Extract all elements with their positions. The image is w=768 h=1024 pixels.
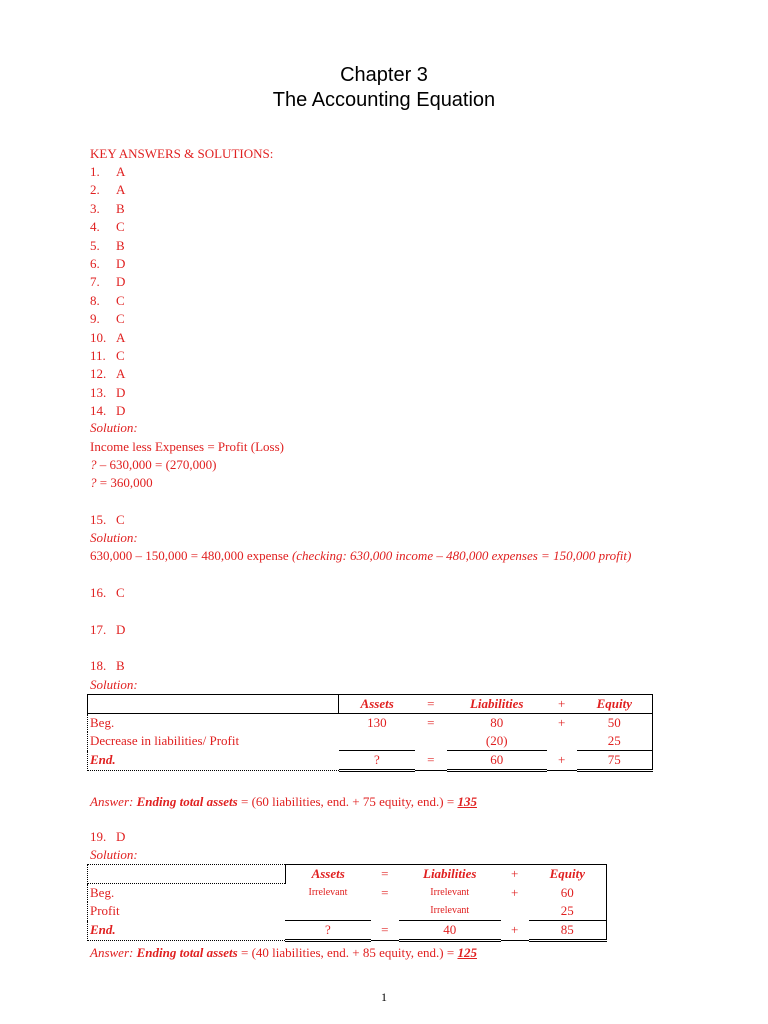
list-item	[90, 201, 125, 217]
q19-row3-label: End.	[88, 921, 286, 941]
answer-number: 10.	[90, 330, 107, 345]
list-item	[90, 164, 125, 180]
list-item	[90, 256, 125, 272]
q18-row2-liabilities: (20)	[447, 732, 547, 751]
q18-row3-plus: +	[547, 751, 577, 771]
q14-solution-line2	[90, 457, 217, 473]
answer-letter: C	[116, 348, 125, 363]
list-item	[90, 330, 125, 346]
page-title: The Accounting Equation	[272, 89, 496, 111]
answer-number: 6.	[90, 256, 100, 271]
answer-letter: B	[116, 201, 125, 216]
list-item	[90, 219, 125, 235]
answer-letter: D	[116, 385, 126, 400]
answer-letter: D	[116, 403, 126, 418]
table-row	[88, 751, 653, 771]
list-item	[90, 385, 125, 401]
table-row	[88, 714, 653, 733]
q19-number: 19.	[90, 829, 107, 844]
answer-letter: B	[116, 238, 125, 253]
answer-letter: A	[116, 182, 126, 197]
q18-row2-eq	[415, 732, 447, 751]
q18-answer-bold: Ending total assets	[136, 794, 238, 809]
q14-line3-rest: = 360,000	[96, 475, 153, 490]
q18-number: 18.	[90, 658, 107, 673]
q14-line2-rest: – 630,000 = (270,000)	[96, 457, 217, 472]
list-item	[90, 238, 125, 254]
list-item	[90, 366, 125, 382]
q14-solution-line1: Income less Expenses = Profit (Loss)	[90, 439, 284, 454]
q18-row1-liabilities: 80	[490, 715, 504, 730]
q18-row3-label: End.	[88, 751, 339, 771]
q18-header-row	[88, 695, 653, 714]
q18-row2-equity: 25	[577, 732, 653, 751]
answer-number: 13.	[90, 385, 107, 400]
q17-number: 17.	[90, 622, 107, 637]
q18-answer-line	[90, 794, 477, 810]
q19-row1-label: Beg.	[88, 884, 286, 903]
q18-row1-eq: =	[427, 715, 435, 730]
q18-answer-prefix: Answer:	[90, 794, 137, 809]
answer-letter: D	[116, 274, 126, 289]
answer-letter: A	[116, 164, 126, 179]
q19-header-blank	[88, 865, 286, 884]
q19-row3-plus: +	[501, 921, 529, 941]
answer-number: 11.	[90, 348, 106, 363]
answer-number: 14.	[90, 403, 107, 418]
q19-answer-value: 125	[457, 945, 477, 960]
table-row	[88, 902, 607, 921]
section-heading: KEY ANSWERS & SOLUTIONS:	[90, 146, 274, 161]
q19-header-equity: Equity	[529, 865, 607, 884]
q15-check: (checking: 630,000 income – 480,000 expenses = 150,000 profit)	[291, 548, 632, 563]
q15-main: 630,000 – 150,000 = 480,000 expense	[90, 548, 292, 563]
page-number: 1	[381, 990, 387, 1004]
q19-row2-label: Profit	[88, 902, 286, 921]
q19-row3-assets: ?	[285, 921, 371, 941]
answer-letter: D	[116, 256, 126, 271]
q18-header-plus: +	[557, 696, 566, 711]
q18-answer	[90, 658, 125, 674]
list-item	[90, 311, 125, 327]
q19-answer-line	[90, 945, 477, 961]
table-row	[88, 921, 607, 941]
q18-letter: B	[116, 658, 125, 673]
table-row	[88, 884, 607, 903]
q19-header-eq: =	[371, 865, 399, 884]
q19-header-liabilities: Liabilities	[399, 865, 501, 884]
q19-header-row	[88, 865, 607, 884]
q18-header-eq: =	[427, 696, 435, 711]
q18-header-liabilities: Liabilities	[469, 696, 524, 711]
q18-row2-assets	[339, 732, 415, 751]
q16-letter: C	[116, 585, 125, 600]
answer-number: 12.	[90, 366, 107, 381]
q14-var-2: ?	[90, 475, 97, 490]
q17-letter: D	[116, 622, 126, 637]
q18-row1-assets: 130	[367, 715, 387, 730]
answer-letter: C	[116, 219, 125, 234]
answer-number: 3.	[90, 201, 100, 216]
list-item	[90, 274, 125, 290]
answer-number: 2.	[90, 182, 100, 197]
q19-header-plus: +	[501, 865, 529, 884]
q18-row1-equity: 50	[577, 714, 653, 733]
q18-row2-plus	[547, 732, 577, 751]
answer-number: 1.	[90, 164, 100, 179]
q19-answer-mid: = (40 liabilities, end. + 85 equity, end.) =	[237, 945, 458, 960]
answer-number: 5.	[90, 238, 100, 253]
q14-var-1: ?	[90, 457, 97, 472]
q18-header-blank	[88, 695, 339, 714]
q19-row3-equity: 85	[529, 921, 607, 941]
q19-row2-eq	[371, 902, 399, 921]
q18-row2-label: Decrease in liabilities/ Profit	[88, 732, 339, 751]
q16-answer	[90, 585, 125, 601]
table-row	[88, 732, 653, 751]
q19-letter: D	[116, 829, 126, 844]
answer-number: 8.	[90, 293, 100, 308]
answer-letter: A	[116, 330, 126, 345]
answer-letter: C	[116, 293, 125, 308]
q15-number: 15.	[90, 512, 107, 527]
answer-letter: C	[116, 311, 125, 326]
q19-answer-bold: Ending total assets	[136, 945, 238, 960]
answer-letter: A	[116, 366, 126, 381]
q16-number: 16.	[90, 585, 107, 600]
list-item	[90, 182, 125, 198]
q19-solution-label: Solution:	[90, 847, 138, 862]
list-item	[90, 348, 125, 364]
q15-answer	[90, 512, 125, 528]
q15-solution-label: Solution:	[90, 530, 138, 545]
q19-row2-plus	[501, 902, 529, 921]
q18-header-equity: Equity	[596, 696, 632, 711]
q18-answer-mid: = (60 liabilities, end. + 75 equity, end.) =	[237, 794, 458, 809]
list-item	[90, 293, 125, 309]
q19-header-assets: Assets	[285, 865, 371, 884]
q18-row3-assets: ?	[339, 751, 415, 771]
q19-row2-assets	[285, 902, 371, 921]
q18-row3-equity: 75	[577, 751, 653, 771]
q19-row1-assets: Irrelevant	[308, 886, 348, 898]
q19-row2-liabilities: Irrelevant	[399, 902, 501, 921]
q18-equation-table	[87, 694, 653, 772]
q18-header-assets: Assets	[339, 695, 415, 714]
q18-solution-label: Solution:	[90, 677, 138, 692]
q18-row1-label: Beg.	[88, 714, 339, 733]
q15-solution-line	[90, 548, 631, 564]
answer-number: 9.	[90, 311, 100, 326]
q17-answer	[90, 622, 125, 638]
q19-answer-prefix: Answer:	[90, 945, 137, 960]
q18-row3-liabilities: 60	[447, 751, 547, 771]
q19-row1-eq: =	[381, 884, 389, 900]
q18-row1-plus: +	[557, 715, 566, 730]
answer-number: 7.	[90, 274, 100, 289]
answer-number: 4.	[90, 219, 100, 234]
q19-row3-liabilities: 40	[399, 921, 501, 941]
q15-letter: C	[116, 512, 125, 527]
q19-row1-plus: +	[510, 884, 519, 900]
list-item	[90, 403, 125, 419]
chapter-heading: Chapter 3	[340, 64, 428, 86]
q18-row3-eq: =	[415, 751, 447, 771]
q19-row1-equity: 60	[529, 884, 607, 903]
q14-solution-line3	[90, 475, 153, 491]
q19-row2-equity: 25	[529, 902, 607, 921]
q19-answer	[90, 829, 125, 845]
q19-equation-table	[87, 864, 607, 942]
q19-row3-eq: =	[371, 921, 399, 941]
q18-answer-value: 135	[457, 794, 477, 809]
q14-solution-label: Solution:	[90, 420, 138, 435]
q19-row1-liabilities: Irrelevant	[430, 886, 470, 898]
